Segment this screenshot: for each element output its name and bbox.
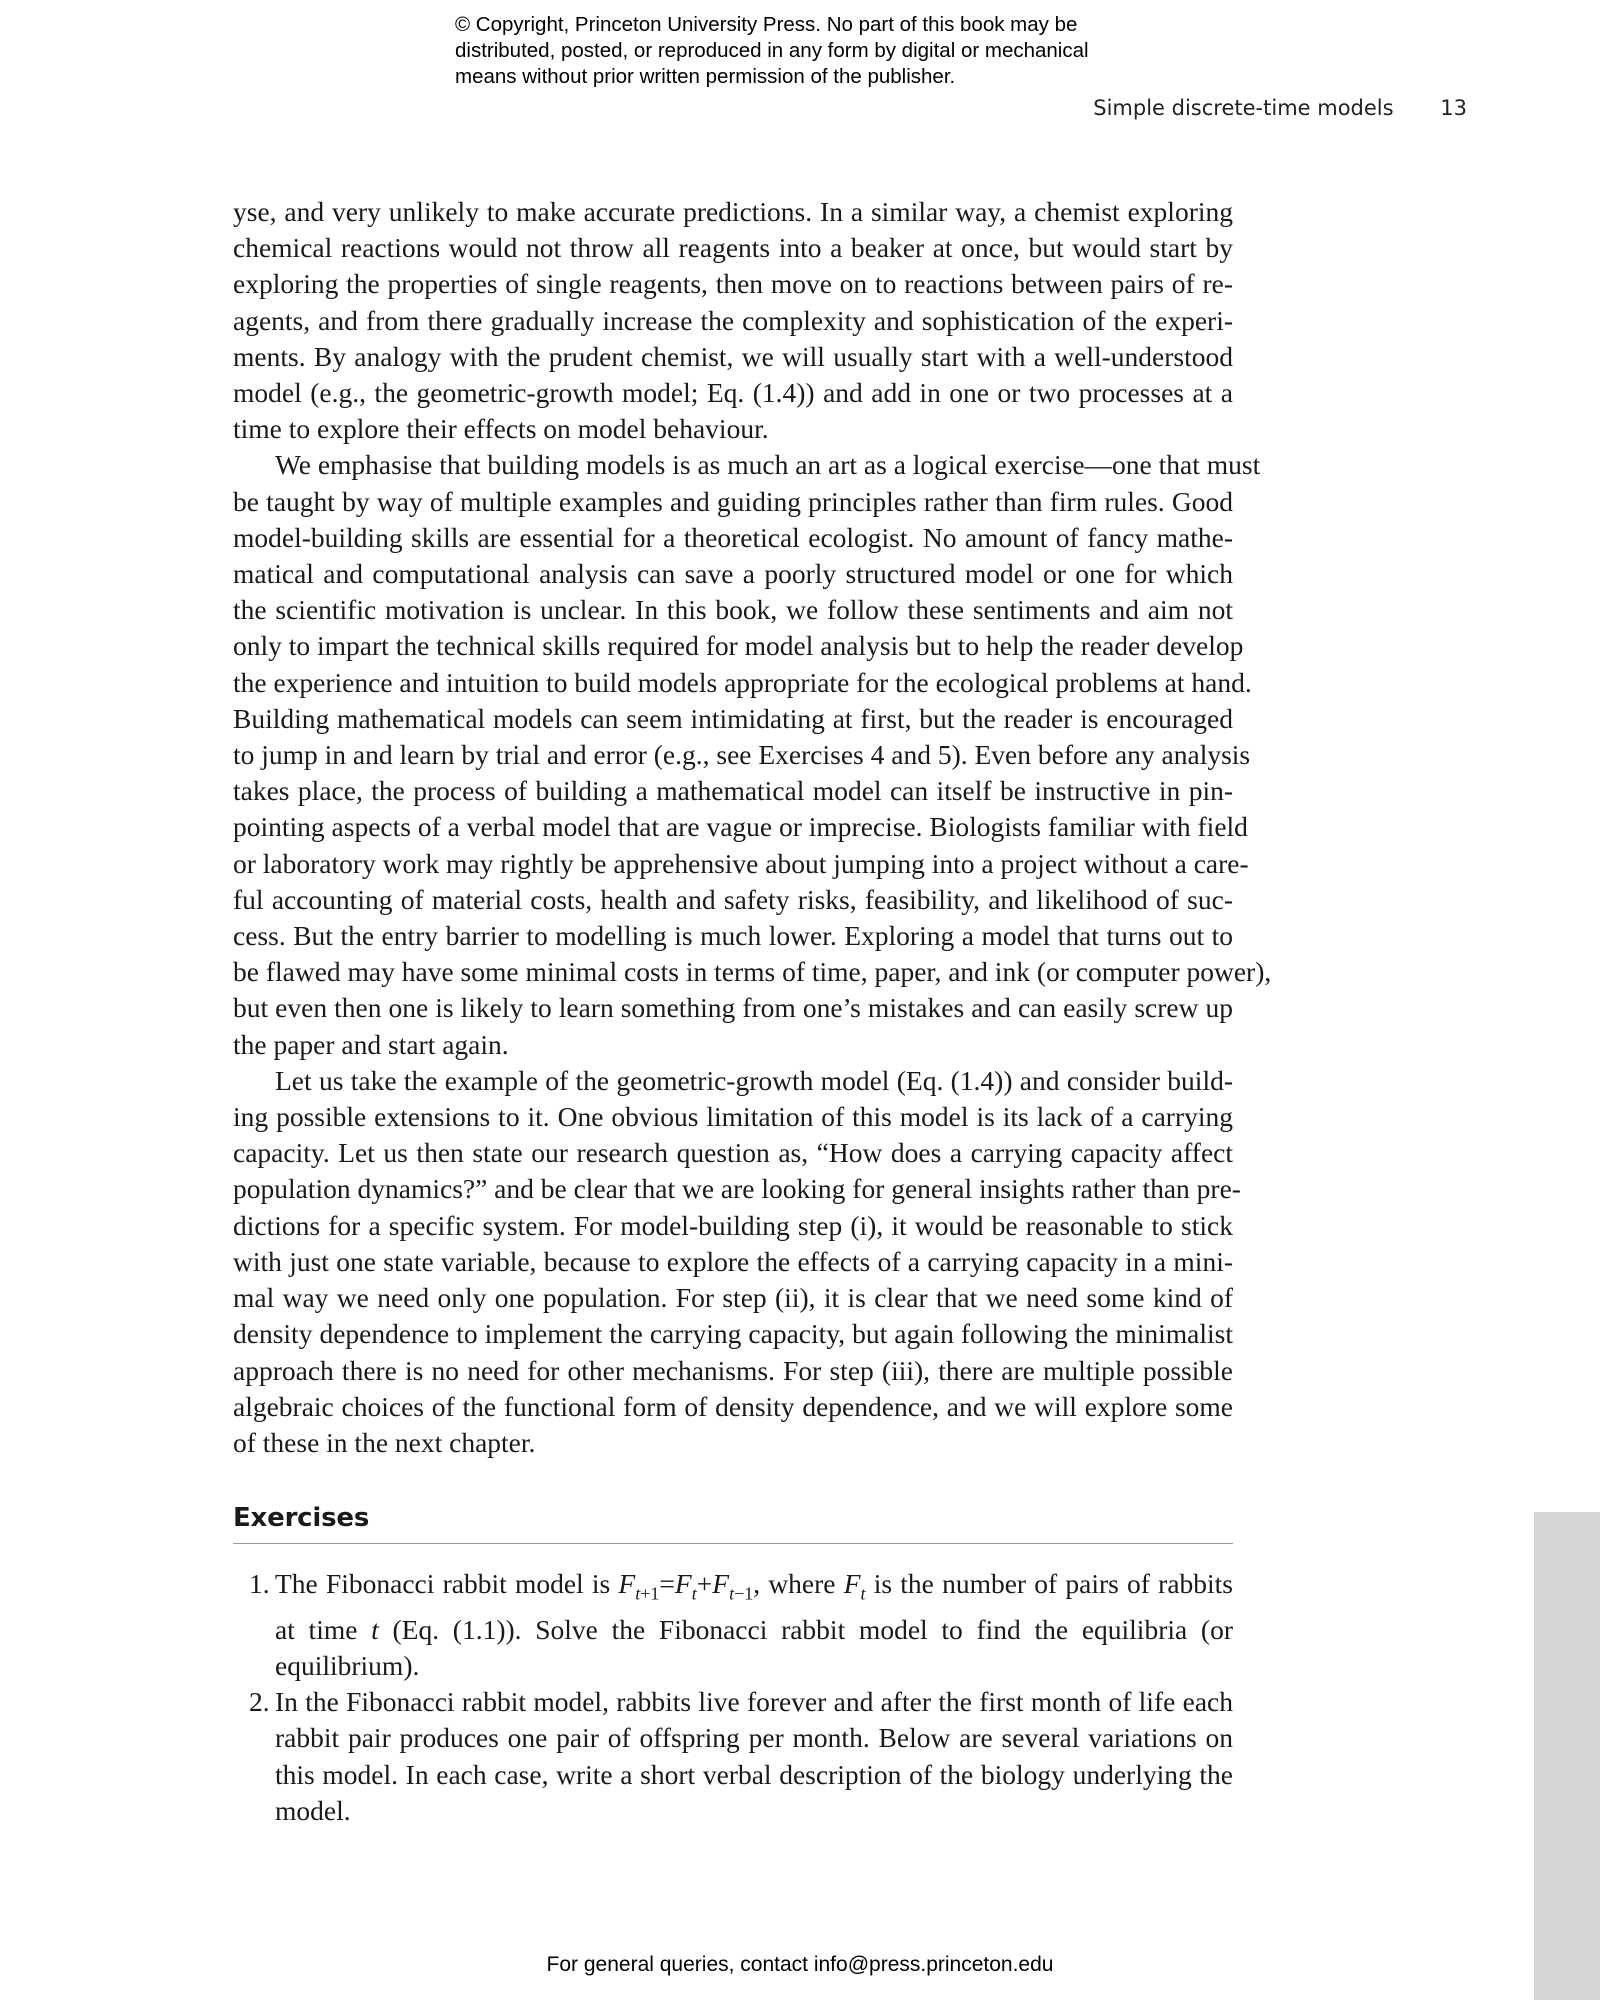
footer-contact: For general queries, contact info@press.princeton.edu xyxy=(546,1953,1054,1976)
side-scroll-bar xyxy=(1534,1512,1600,2000)
body-line: or laboratory work may rightly be apprehensive about jumping into a project without a care- xyxy=(233,847,1249,879)
body-line: ments. By analogy with the prudent chemist, we will usually start with a well-understood xyxy=(233,340,1233,372)
copyright-line: © Copyright, Princeton University Press. No part of this book may be xyxy=(455,13,1078,36)
body-line: matical and computational analysis can save a poorly structured model or one for which xyxy=(233,558,1233,590)
exercise-text: The Fibonacci rabbit model is xyxy=(275,1568,619,1599)
body-line: only to impart the technical skills required for model analysis but to help the reader develop xyxy=(233,630,1244,662)
body-line: but even then one is likely to learn something from one’s mistakes and can easily screw up xyxy=(233,992,1233,1024)
body-line: agents, and from there gradually increase the complexity and sophistication of the experi- xyxy=(233,304,1233,336)
exercises-section xyxy=(233,1503,1233,1544)
body-line: approach there is no need for other mechanisms. For step (iii), there are multiple possible xyxy=(233,1354,1233,1386)
exercise-item xyxy=(233,1566,1233,1684)
exercise-item xyxy=(233,1684,1233,1829)
exercise-line: In the Fibonacci rabbit model, rabbits live forever and after the first month of life each xyxy=(275,1686,1233,1718)
body-line: cess. But the entry barrier to modelling is much lower. Exploring a model that turns out to xyxy=(233,920,1233,952)
body-line: exploring the properties of single reagents, then move on to reactions between pairs of re- xyxy=(233,268,1233,300)
exercise-text: is the number of pairs of rabbits xyxy=(865,1568,1234,1599)
body-line: the paper and start again. xyxy=(233,1028,509,1060)
section-heading: Exercises xyxy=(233,1503,1233,1544)
exercise-list xyxy=(233,1566,1233,1829)
exercise-line: at time t (Eq. (1.1)). Solve the Fibonacci rabbit model to find the equilibria (or xyxy=(275,1613,1233,1645)
exercise-line: model. xyxy=(275,1794,351,1826)
page-number: 13 xyxy=(1440,96,1467,120)
body-line: mal way we need only one population. For step (ii), it is clear that we need some kind of xyxy=(233,1282,1233,1314)
exercise-line xyxy=(275,1566,1233,1612)
body-line: chemical reactions would not throw all reagents into a beaker at once, but would start by xyxy=(233,232,1233,264)
copyright-line: distributed, posted, or reproduced in any form by digital or mechanical xyxy=(455,39,1089,62)
exercise-line: equilibrium). xyxy=(275,1649,420,1681)
body-line: ful accounting of material costs, health and safety risks, feasibility, and likelihood of suc- xyxy=(233,883,1233,915)
exercise-number: 1. xyxy=(249,1568,270,1599)
body-line: takes place, the process of building a mathematical model can itself be instructive in pin- xyxy=(233,775,1233,807)
body-line: We emphasise that building models is as much an art as a logical exercise—one that must xyxy=(275,449,1261,481)
body-line: ing possible extensions to it. One obvious limitation of this model is its lack of a carrying xyxy=(233,1101,1233,1133)
exercise-number: 2. xyxy=(249,1686,270,1718)
copyright-notice xyxy=(455,12,1215,90)
body-line: be taught by way of multiple examples and guiding principles rather than firm rules. Good xyxy=(233,485,1233,517)
running-head-title: Simple discrete-time models xyxy=(1093,96,1394,120)
body-line: to jump in and learn by trial and error (e.g., see Exercises 4 and 5). Even before any analysis xyxy=(233,739,1251,771)
body-line: time to explore their effects on model behaviour. xyxy=(233,413,769,445)
body-line: model (e.g., the geometric-growth model; Eq. (1.4)) and add in one or two processes at a xyxy=(233,377,1233,409)
copyright-line: means without prior written permission of the publisher. xyxy=(455,65,956,88)
body-line: with just one state variable, because to explore the effects of a carrying capacity in a mini- xyxy=(233,1245,1233,1277)
body-line: pointing aspects of a verbal model that are vague or imprecise. Biologists familiar with field xyxy=(233,811,1248,843)
body-line: Let us take the example of the geometric-growth model (Eq. (1.4)) and consider build- xyxy=(275,1064,1233,1096)
body-text xyxy=(233,194,1272,1461)
body-line: capacity. Let us then state our research question as, “How does a carrying capacity affect xyxy=(233,1137,1233,1169)
fibonacci-equation: $F_{t+1}=F_t+F_{t-1}$, where $F_t$ xyxy=(618,1568,866,1604)
body-line: model-building skills are essential for a theoretical ecologist. No amount of fancy mathe- xyxy=(233,521,1233,553)
exercise-line: this model. In each case, write a short verbal description of the biology underlying the xyxy=(275,1758,1233,1790)
body-line: dictions for a specific system. For model-building step (i), it would be reasonable to stick xyxy=(233,1209,1233,1241)
body-line: yse, and very unlikely to make accurate predictions. In a similar way, a chemist exploring xyxy=(233,196,1233,227)
body-line: be flawed may have some minimal costs in terms of time, paper, and ink (or computer power), xyxy=(233,956,1272,988)
body-line: of these in the next chapter. xyxy=(233,1426,536,1458)
body-line: algebraic choices of the functional form of density dependence, and we will explore some xyxy=(233,1390,1233,1422)
body-line: population dynamics?” and be clear that we are looking for general insights rather than pre- xyxy=(233,1173,1241,1205)
running-head xyxy=(1093,96,1467,120)
body-line: the scientific motivation is unclear. In this book, we follow these sentiments and aim not xyxy=(233,594,1233,626)
body-line: the experience and intuition to build models appropriate for the ecological problems at hand. xyxy=(233,666,1252,698)
exercise-line: rabbit pair produces one pair of offspring per month. Below are several variations on xyxy=(275,1722,1233,1754)
body-line: density dependence to implement the carrying capacity, but again following the minimalist xyxy=(233,1318,1233,1350)
body-line: Building mathematical models can seem intimidating at first, but the reader is encouraged xyxy=(233,702,1233,734)
